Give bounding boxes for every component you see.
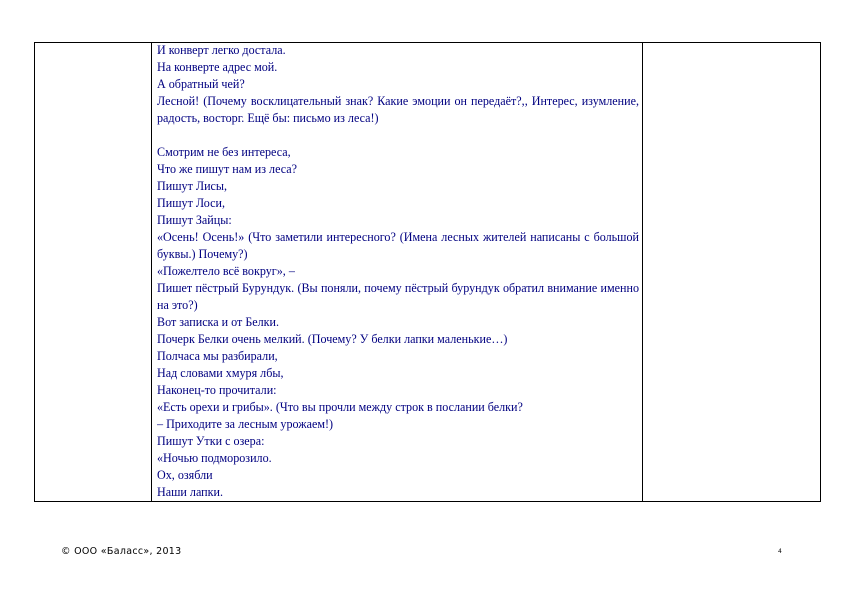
text-line: Что же пишут нам из леса?	[157, 162, 297, 176]
text-line: А обратный чей?	[157, 77, 245, 91]
text-line: Пишут Лисы,	[157, 179, 228, 193]
text-line: Пишут Зайцы:	[157, 213, 232, 227]
text-line: Пишут Лоси,	[157, 196, 225, 210]
text-paragraph: Лесной! (Почему восклицательный знак? Какие эмоции он передаёт?,, Интерес, изумление, радость, восторг. Ещё бы: письмо из леса!)	[157, 94, 639, 125]
text-line: Почерк Белки очень мелкий. (Почему? У белки лапки маленькие…)	[157, 332, 508, 346]
table-row	[35, 43, 821, 502]
text-line: «Пожелтело всё вокруг», –	[157, 264, 295, 278]
text-line: «Ночью подморозило.	[157, 451, 272, 465]
left-cell	[35, 43, 152, 502]
poem-text	[152, 42, 642, 501]
text-line: Ох, озябли	[157, 468, 213, 482]
blank-line	[157, 127, 639, 144]
text-line: На конверте адрес мой.	[157, 60, 278, 74]
text-line: «Есть орехи и грибы». (Что вы прочли между строк в послании белки?	[157, 400, 523, 414]
text-line: Наши лапки.	[157, 485, 223, 499]
text-line: Смотрим не без интереса,	[157, 145, 291, 159]
copyright-footer: © ООО «Баласс», 2013	[61, 546, 182, 557]
text-paragraph: Пишет пёстрый Бурундук. (Вы поняли, почему пёстрый бурундук обратил внимание именно на это?)	[157, 281, 639, 312]
page-number: 4	[778, 548, 782, 555]
lesson-table	[34, 42, 821, 502]
text-line: Полчаса мы разбирали,	[157, 349, 278, 363]
text-cell	[152, 43, 643, 502]
text-line: И конверт легко достала.	[157, 43, 286, 57]
text-line: Над словами хмуря лбы,	[157, 366, 284, 380]
text-line: Наконец-то прочитали:	[157, 383, 277, 397]
right-cell	[643, 43, 821, 502]
text-paragraph: «Осень! Осень!» (Что заметили интересного? (Имена лесных жителей написаны с большой буквы.) Почему?)	[157, 230, 639, 261]
text-line: – Приходите за лесным урожаем!)	[157, 417, 334, 431]
text-line: Пишут Утки с озера:	[157, 434, 265, 448]
text-line: Вот записка и от Белки.	[157, 315, 280, 329]
